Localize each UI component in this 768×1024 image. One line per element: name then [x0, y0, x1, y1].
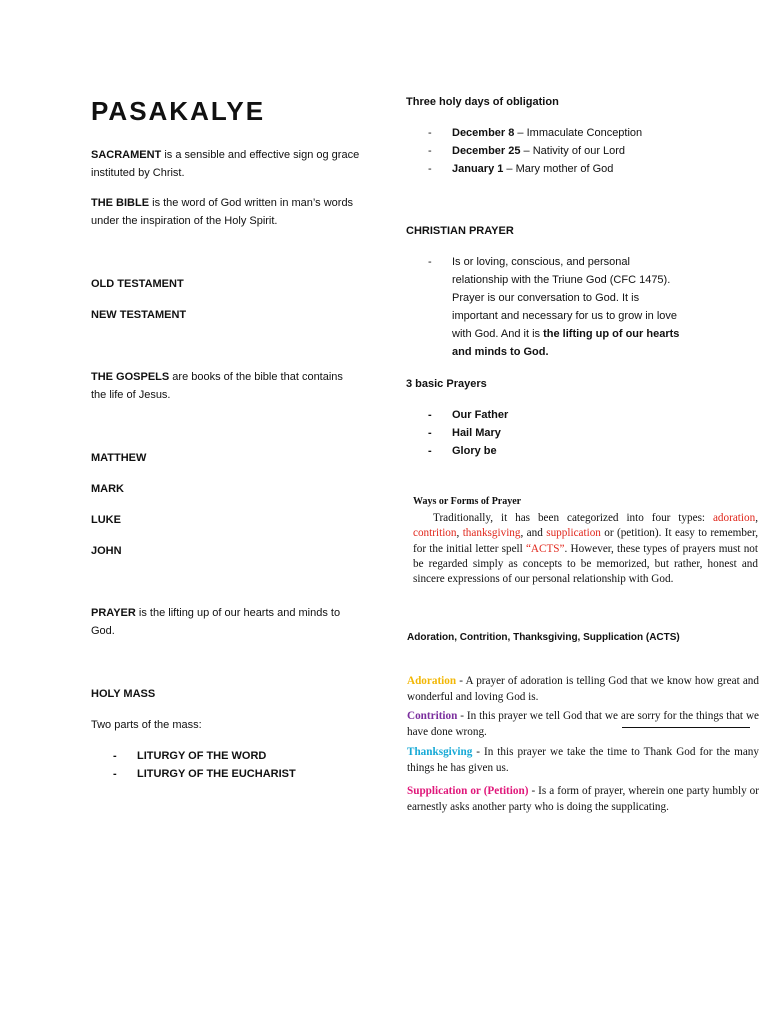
ways-of-prayer-box [402, 496, 760, 624]
sacrament-text: is a sensible and effective sign og grace instituted by Christ. [91, 149, 360, 179]
prayer-definition [91, 604, 361, 640]
christian-prayer-bold: the lifting up of our hearts and minds to God. [452, 328, 680, 358]
sacrament-term: SACRAMENT [91, 149, 162, 161]
list-item: - Our Father [428, 406, 508, 424]
ways-heading: Ways or Forms of Prayer [413, 496, 522, 507]
mass-parts-list [113, 747, 296, 783]
gospels-term: THE GOSPELS [91, 371, 170, 383]
list-item: - Glory be [428, 442, 508, 460]
acts-adoration [407, 673, 759, 705]
holy-mass-heading: HOLY MASS [91, 688, 156, 700]
acts-term: Adoration [407, 675, 457, 688]
sacrament-definition [91, 146, 361, 182]
christian-prayer-heading: CHRISTIAN PRAYER [406, 225, 514, 237]
ways-acts-word: “ACTS” [525, 542, 565, 555]
holy-day-desc: – Nativity of our Lord [520, 145, 626, 157]
christian-prayer-text: Is or loving, conscious, and personal relationship with the Triune God (CFC 1475). Prayer is our conversation to God. It is important and necessary for us to grow in love with God. And it is [452, 256, 678, 340]
acts-thanksgiving [407, 744, 759, 776]
holy-day-desc: – Immaculate Conception [514, 127, 643, 139]
underline-divider [622, 727, 750, 728]
gospels-definition [91, 368, 356, 404]
ways-text: . However, these types of prayers must not be regarded simply as concepts to be memorized, but rather, honest and sincere expressions of our personal relationship with God. [413, 542, 758, 586]
acts-text: - In this prayer we take the time to Thank God for the many things he has given us. [407, 746, 759, 775]
bible-text: is the word of God written in man’s words under the inspiration of the Holy Spirit. [91, 197, 354, 227]
acts-term: Supplication or (Petition) [407, 785, 529, 798]
ways-text: or (petition). It easy to remember, for the initial letter spell [413, 527, 759, 555]
ways-text: , [456, 527, 463, 540]
evangelist-item: MATTHEW [91, 452, 147, 464]
gospels-text: are books of the bible that contains the life of Jesus. [91, 371, 343, 401]
acts-text: - A prayer of adoration is telling God that we know how great and wonderful and loving God is. [407, 675, 759, 704]
old-testament: OLD TESTAMENT [91, 278, 184, 290]
ways-text: Traditionally, it has been categorized into four types: [433, 512, 713, 524]
evangelist-item: LUKE [91, 514, 121, 526]
acts-text: - In this prayer we tell God that we are sorry for the things that we have done wrong. [407, 710, 759, 739]
page-title: PASAKALYE [91, 96, 266, 126]
list-item [428, 142, 642, 160]
ways-body [413, 511, 758, 587]
acts-supplication [407, 783, 759, 815]
prayer-term: PRAYER [91, 607, 136, 619]
list-item [428, 160, 642, 178]
list-item [428, 253, 680, 361]
ways-contrition: contrition [413, 527, 457, 540]
holy-days-list [428, 124, 642, 178]
holy-day-date: December 25 [452, 145, 521, 157]
list-item: - Hail Mary [428, 424, 508, 442]
list-item [428, 124, 642, 142]
ways-text: , [755, 512, 758, 524]
acts-text: - Is a form of prayer, wherein one party humbly or earnestly asks another party who is doing the supplicating. [407, 785, 760, 814]
prayer-text: is the lifting up of our hearts and minds to God. [91, 607, 341, 637]
new-testament: NEW TESTAMENT [91, 309, 187, 321]
acts-term: Contrition [407, 710, 458, 723]
ways-adoration: adoration [712, 512, 756, 524]
holy-day-date: December 8 [452, 127, 515, 139]
basic-prayers-list [428, 406, 508, 460]
bible-term: THE BIBLE [91, 197, 150, 209]
holy-day-date: January 1 [452, 163, 504, 175]
ways-text: , and [520, 527, 547, 540]
holy-day-desc: – Mary mother of God [503, 163, 614, 175]
holy-days-heading: Three holy days of obligation [406, 96, 559, 108]
acts-term: Thanksgiving [407, 746, 473, 759]
ways-supplication: supplication [546, 527, 601, 540]
bible-definition [91, 194, 366, 230]
christian-prayer-list [428, 253, 680, 361]
ways-thanksgiving: thanksgiving [462, 527, 521, 540]
evangelist-item: JOHN [91, 545, 122, 557]
list-item: - LITURGY OF THE WORD [113, 747, 296, 765]
evangelist-item: MARK [91, 483, 124, 495]
list-item: - LITURGY OF THE EUCHARIST [113, 765, 296, 783]
two-parts-label: Two parts of the mass: [91, 719, 202, 731]
acts-heading: Adoration, Contrition, Thanksgiving, Supplication (ACTS) [407, 632, 680, 643]
basic-prayers-heading: 3 basic Prayers [406, 378, 487, 390]
acts-contrition [407, 708, 759, 740]
